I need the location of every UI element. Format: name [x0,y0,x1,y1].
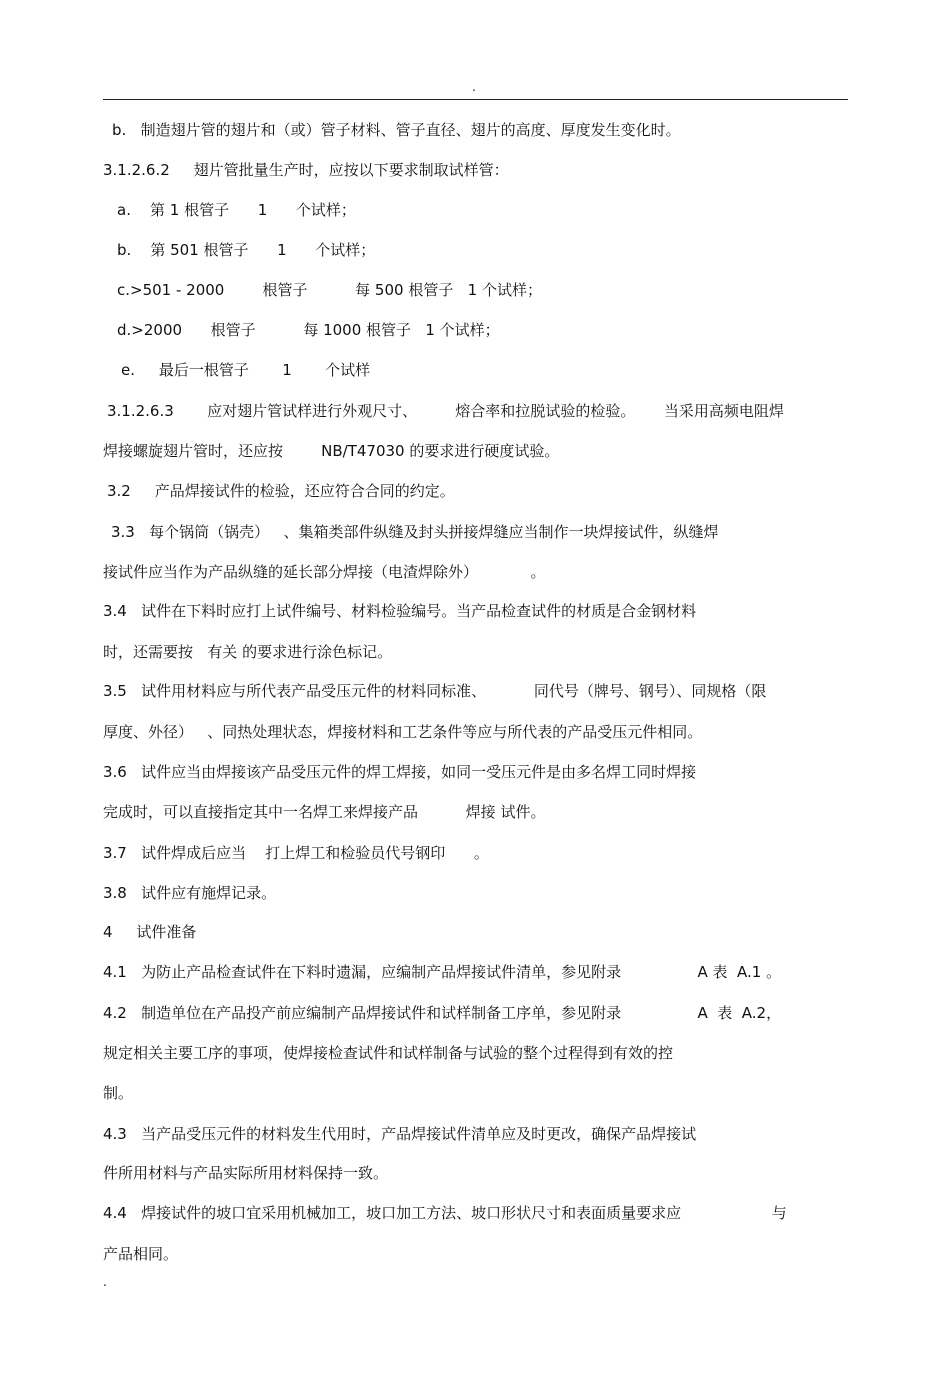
text-line: 3.6 试件应当由焊接该产品受压元件的焊工焊接，如同一受压元件是由多名焊工同时焊接 [103,763,697,781]
text-line: 3.4 试件在下料时应打上试件编号、材料检验编号。当产品检查试件的材质是合金钢材料 [103,602,697,620]
text-line: 完成时，可以直接指定其中一名焊工来焊接产品 焊接 试件。 [103,803,546,821]
text-line: 件所用材料与产品实际所用材料保持一致。 [103,1164,389,1182]
text-line: 3.5 试件用材料应与所代表产品受压元件的材料同标准、 同代号（牌号、钢号）、同规格（限 [103,682,767,700]
text-line: a. 第 1 根管子 1 个试样； [117,201,356,219]
text-line: 厚度、外径） 、同热处理状态，焊接材料和工艺条件等应与所代表的产品受压元件相同。 [103,723,703,741]
text-line: c.>501 - 2000 根管子 每 500 根管子 1 个试样； [117,281,542,299]
text-line: e. 最后一根管子 1 个试样 [121,361,371,379]
text-line: 4 试件准备 [103,923,197,941]
text-line: 时，还需要按 有关 的要求进行涂色标记。 [103,643,393,661]
text-line: b. 制造翅片管的翅片和（或）管子材料、管子直径、翅片的高度、厚度发生变化时。 [112,121,681,139]
header-rule [103,99,848,100]
text-line: 3.7 试件焊成后应当 打上焊工和检验员代号钢印 。 [103,844,489,862]
text-line: 3.3 每个锅筒（锅壳） 、集箱类部件纵缝及封头拼接焊缝应当制作一块焊接试件，纵缝焊 [111,523,719,541]
footer-mark: . [103,1275,107,1289]
text-line: 3.8 试件应有施焊记录。 [103,884,277,902]
text-line: 焊接螺旋翅片管时，还应按 NB/T47030 的要求进行硬度试验。 [103,442,560,460]
text-line: 3.2 产品焊接试件的检验，还应符合合同的约定。 [107,482,455,500]
text-line: 制。 [103,1084,134,1102]
text-line: 接试件应当作为产品纵缝的延长部分焊接（电渣焊除外） 。 [103,563,546,581]
text-line: 产品相同。 [103,1245,179,1263]
text-line: 4.2 制造单位在产品投产前应编制产品焊接试件和试样制备工序单，参见附录 A 表 A.2， [103,1004,782,1022]
text-line: 规定相关主要工序的事项，使焊接检查试件和试样制备与试验的整个过程得到有效的控 [103,1044,674,1062]
text-line: 4.3 当产品受压元件的材料发生代用时，产品焊接试件清单应及时更改，确保产品焊接试 [103,1125,697,1143]
header-mark: . [472,80,476,94]
text-line: d.>2000 根管子 每 1000 根管子 1 个试样； [117,321,500,339]
text-line: 3.1.2.6.3 应对翅片管试样进行外观尺寸、 熔合率和拉脱试验的检验。 当采用高频电阻焊 [107,402,784,420]
text-line: 4.4 焊接试件的坡口宜采用机械加工，坡口加工方法、坡口形状尺寸和表面质量要求应 与 [103,1204,787,1222]
text-line: 4.1 为防止产品检查试件在下料时遗漏，应编制产品焊接试件清单，参见附录 A 表 A.1 。 [103,963,782,981]
text-line: 3.1.2.6.2 翅片管批量生产时，应按以下要求制取试样管： [103,161,509,179]
text-line: b. 第 501 根管子 1 个试样； [117,241,376,259]
